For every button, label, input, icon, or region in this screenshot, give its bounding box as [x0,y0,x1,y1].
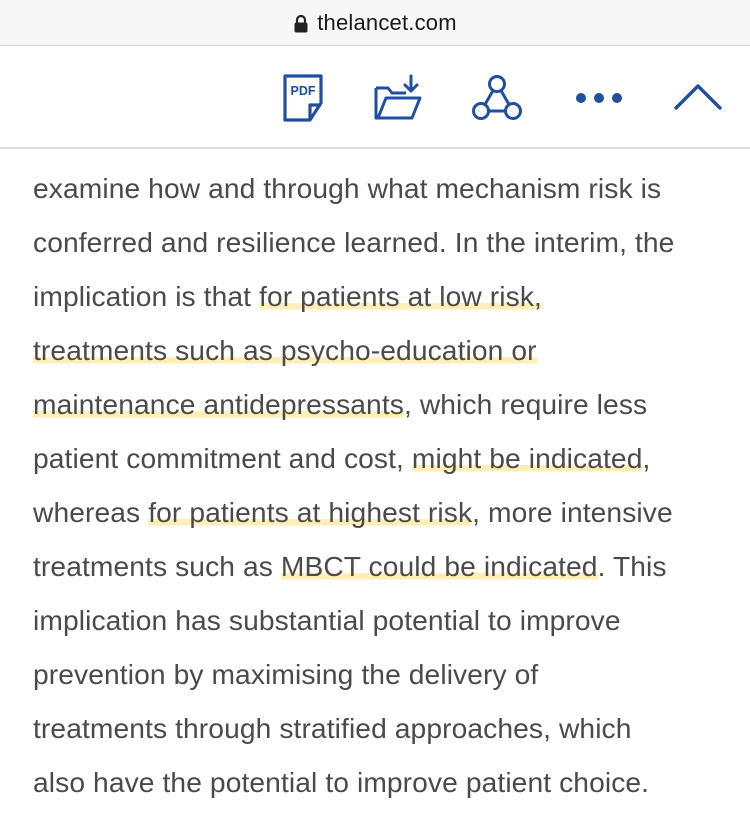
text-line [33,539,723,593]
article-paragraph [33,161,723,809]
more-options-button[interactable] [573,73,625,123]
highlighted-text: treatments such as psycho-education or [33,334,537,366]
text-segment: , which require less [403,388,648,420]
text-line [33,755,723,809]
pdf-icon [280,73,326,123]
text-line [33,593,723,647]
share-button[interactable] [470,73,524,123]
text-segment: , [642,442,651,474]
text-segment: whereas [33,496,149,528]
text-segment: also have the potential to improve patient choice. [33,766,650,798]
browser-domain: thelancet.com [317,9,457,35]
text-segment: , more intensive [472,496,673,528]
highlighted-text: MBCT could be indicated [280,550,598,582]
text-line [33,485,723,539]
text-line [33,431,723,485]
text-line [33,647,723,701]
text-line [33,215,723,269]
article-toolbar [0,46,750,149]
text-segment: conferred and resilience learned. In the interim, the [33,226,675,258]
chevron-up-icon [672,73,724,123]
text-line [33,161,723,215]
download-to-folder-button[interactable] [372,73,424,123]
share-network-icon [470,73,524,123]
text-line [33,269,723,323]
highlighted-text: might be indicated [411,442,643,474]
text-segment: patient commitment and cost, [33,442,412,474]
folder-download-icon [372,73,424,123]
text-segment: treatments such as [33,550,281,582]
text-line [33,377,723,431]
text-segment: implication is that [33,280,260,312]
collapse-toolbar-button[interactable] [672,73,724,123]
pdf-button[interactable] [280,73,326,123]
article-body [0,149,750,819]
text-line [33,701,723,755]
highlighted-text: for patients at low risk, [259,280,542,312]
text-segment: treatments through stratified approaches, which [33,712,632,744]
text-line [33,323,723,377]
highlighted-text: for patients at highest risk [148,496,473,528]
text-segment: implication has substantial potential to improve [33,604,621,636]
browser-address-bar[interactable] [0,0,750,46]
text-segment: prevention by maximising the delivery of [33,658,539,690]
pdf-icon-label: PDF [290,84,316,98]
highlighted-text: maintenance antidepressants [33,388,404,420]
text-segment: examine how and through what mechanism risk is [33,172,662,204]
lock-icon [293,14,309,34]
text-segment: . This [597,550,667,582]
more-options-icon [573,73,625,123]
